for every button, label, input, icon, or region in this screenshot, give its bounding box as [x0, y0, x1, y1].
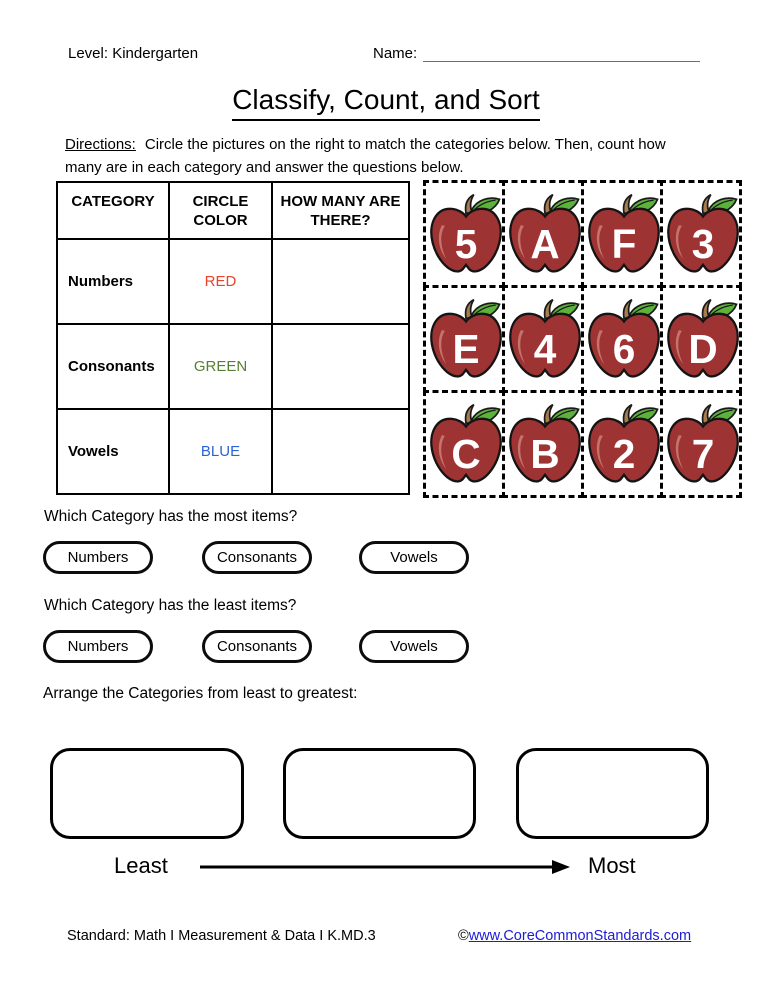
apple-card-4[interactable] [502, 285, 584, 393]
svg-text:3: 3 [691, 220, 715, 267]
header-how-many: HOW MANY ARE THERE? [272, 182, 409, 239]
svg-text:2: 2 [612, 430, 636, 477]
option-most-numbers[interactable]: Numbers [43, 541, 153, 574]
apple-card-A[interactable] [502, 180, 584, 288]
page-title: Classify, Count, and Sort [232, 84, 540, 121]
arrange-box-1[interactable] [50, 748, 244, 839]
option-most-consonants[interactable]: Consonants [202, 541, 312, 574]
name-label: Name: [373, 45, 418, 62]
apple-icon [427, 192, 505, 280]
apple-card-6[interactable] [581, 285, 663, 393]
copyright-symbol: © [458, 928, 469, 944]
apple-grid [423, 180, 742, 498]
question-least: Which Category has the least items? [44, 597, 297, 614]
category-table [56, 181, 410, 495]
apple-card-F[interactable] [581, 180, 663, 288]
header-circle-color: CIRCLE COLOR [169, 182, 272, 239]
apple-icon [585, 297, 663, 385]
arrange-prompt: Arrange the Categories from least to greatest: [43, 685, 358, 702]
header-category: CATEGORY [57, 182, 169, 239]
how-many-consonants-blank[interactable] [272, 324, 409, 409]
standard-label: Standard: Math I Measurement & Data I K.MD.3 [67, 928, 376, 944]
table-row [57, 324, 409, 409]
option-least-consonants[interactable]: Consonants [202, 630, 312, 663]
apple-icon [506, 402, 584, 490]
apple-icon [506, 192, 584, 280]
apple-card-E[interactable] [423, 285, 505, 393]
option-least-vowels[interactable]: Vowels [359, 630, 469, 663]
title-wrap [0, 84, 772, 121]
apple-icon [585, 192, 663, 280]
svg-text:5: 5 [454, 220, 478, 267]
apple-card-B[interactable] [502, 390, 584, 498]
svg-text:B: B [530, 430, 560, 477]
apple-icon [427, 402, 505, 490]
option-least-numbers[interactable]: Numbers [43, 630, 153, 663]
circle-color-green: GREEN [169, 324, 272, 409]
apple-icon [585, 402, 663, 490]
apple-icon [427, 297, 505, 385]
corecommonstandards-link[interactable]: www.CoreCommonStandards.com [468, 928, 692, 944]
circle-color-red: RED [169, 239, 272, 324]
apple-icon [664, 192, 742, 280]
option-most-vowels[interactable]: Vowels [359, 541, 469, 574]
how-many-vowels-blank[interactable] [272, 409, 409, 494]
table-row [57, 409, 409, 494]
apple-card-3[interactable] [660, 180, 742, 288]
footer-credit [458, 928, 691, 944]
directions-text: Circle the pictures on the right to match the categories below. Then, count how many are in each category and answer the questions below. [65, 136, 666, 176]
apple-card-C[interactable] [423, 390, 505, 498]
apple-icon [664, 402, 742, 490]
arrange-box-2[interactable] [283, 748, 476, 839]
directions-label: Directions: [65, 136, 136, 153]
apple-card-D[interactable] [660, 285, 742, 393]
apple-icon [506, 297, 584, 385]
apple-card-7[interactable] [660, 390, 742, 498]
table-header-row [57, 182, 409, 239]
apple-icon [664, 297, 742, 385]
arrange-box-3[interactable] [516, 748, 709, 839]
category-numbers: Numbers [57, 239, 169, 324]
level-label: Level: Kindergarten [68, 45, 199, 62]
svg-text:E: E [452, 325, 480, 372]
svg-text:4: 4 [533, 325, 557, 372]
svg-text:7: 7 [691, 430, 715, 477]
svg-text:D: D [688, 325, 718, 372]
svg-text:F: F [611, 220, 637, 267]
svg-text:A: A [530, 220, 560, 267]
directions [65, 133, 690, 179]
category-consonants: Consonants [57, 324, 169, 409]
apple-card-2[interactable] [581, 390, 663, 498]
name-row [373, 45, 700, 62]
table-row [57, 239, 409, 324]
svg-text:C: C [451, 430, 481, 477]
how-many-numbers-blank[interactable] [272, 239, 409, 324]
svg-text:6: 6 [612, 325, 636, 372]
most-label: Most [588, 853, 636, 878]
circle-color-blue: BLUE [169, 409, 272, 494]
category-vowels: Vowels [57, 409, 169, 494]
question-most: Which Category has the most items? [44, 508, 298, 525]
least-label: Least [114, 853, 168, 878]
least-to-most-arrow-icon [198, 858, 574, 876]
name-blank-line[interactable] [423, 46, 700, 62]
apple-card-5[interactable] [423, 180, 505, 288]
